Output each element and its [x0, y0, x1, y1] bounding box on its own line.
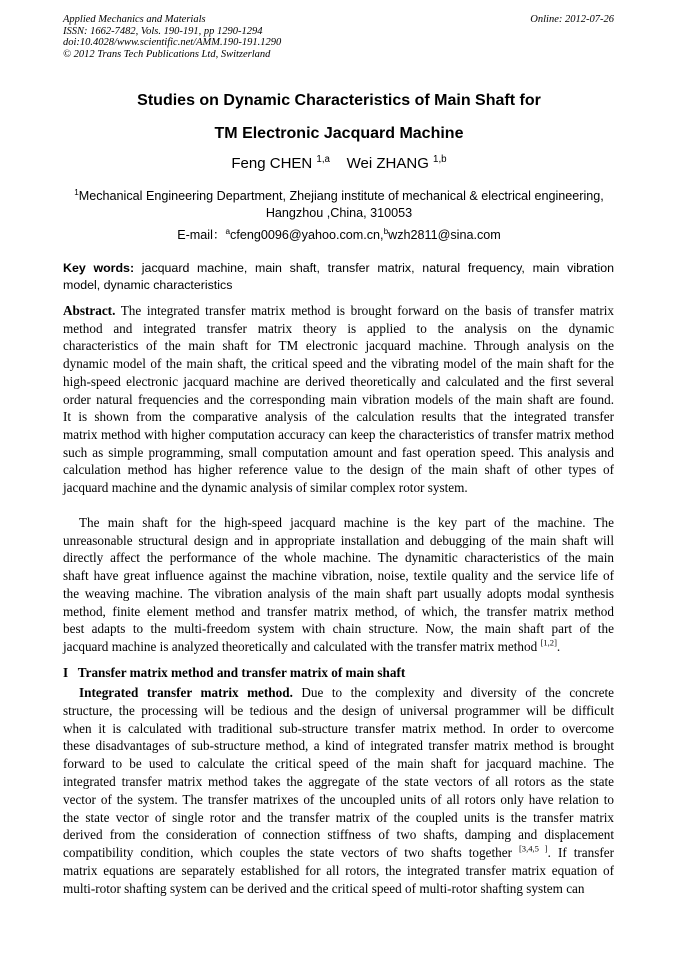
line-text: method, finite element method and transfer matrix method, of which, the transfer matrix method [63, 603, 614, 619]
line-text: unreasonable structural design and in appropriate installation and debugging of the main shaft will [63, 532, 614, 548]
text-line [63, 603, 614, 621]
line-text: directly affect the performance of the whole machine. The dynamitic characteristics of the main [63, 550, 614, 566]
lead-in: Integrated transfer matrix method. [79, 685, 293, 700]
text-line [63, 444, 614, 462]
line-text: The main shaft for the high-speed jacquard machine is the key part of the machine. The [79, 515, 614, 530]
line-text: characteristics of the main shaft for TM electronic jacquard machine. Through analysis on the [63, 338, 614, 354]
authors [0, 155, 678, 172]
line-text: forward to be used to calculate the critical speed of the main shaft for jacquard machine. The [63, 756, 614, 772]
keywords-text: jacquard machine, main shaft, transfer matrix, natural frequency, main vibration [134, 261, 614, 275]
author-affiliation-sup: 1,a [316, 154, 330, 165]
line-text: It is shown from the comparative analysis of the calculation results that the integrated transfer [63, 409, 614, 425]
line-text: such as simple programming, small computation amount and fast operation speed. This analysis and [63, 444, 614, 460]
text-line [63, 479, 614, 497]
line-text: high-speed electronic jacquard machine are derived theoretically and calculated and the first several [63, 373, 614, 389]
affiliation-line-1 [0, 189, 678, 203]
text-line [63, 720, 614, 738]
line-text: jacquard machine is analyzed theoretically and calculated with the transfer matrix method [63, 638, 541, 654]
text-line [63, 320, 614, 338]
line-text: matrix equations are separately established for all rotors, the integrated transfer matrix equation of [63, 863, 614, 878]
line-text: vector of the system. The transfer matrixes of the uncoupled units of all rotors only have relation to [63, 791, 614, 807]
keywords-label: Key words: [63, 261, 135, 275]
text-line [63, 302, 614, 320]
text-line [63, 844, 614, 862]
lead-in: Abstract. [63, 303, 116, 318]
paper-title-line-2: TM Electronic Jacquard Machine [214, 125, 464, 142]
author-name: Feng CHEN [231, 155, 313, 172]
text-line [63, 426, 614, 444]
line-text: the weaving machine. The vibration analysis of the main shaft part usually adopts modal synthesis [63, 585, 614, 601]
text-line [63, 862, 614, 880]
line-text: shaft have great influence against the machine vibration, noise, textile quality and the service life of [63, 568, 614, 584]
text-line [63, 880, 614, 898]
line-text: order natural frequencies and the corresponding main vibration models of the main shaft are found. [63, 391, 614, 407]
line-text: dynamic model of the main shaft, the critical speed and the vibrating model of the main shaft for the [63, 356, 614, 372]
text-line [79, 684, 614, 702]
affiliation-text: Mechanical Engineering Department, Zhejiang institute of mechanical & electrical engineering, [78, 189, 604, 203]
paper-title-line-1: Studies on Dynamic Characteristics of Main Shaft for [137, 92, 541, 109]
text-line [63, 702, 614, 720]
line-text: calculation method has higher reference value to the design of the main shaft of other types of [63, 462, 614, 478]
line-text: structure, the processing will be tedious and the design of universal programmer will be difficult [63, 702, 614, 718]
text-line [63, 773, 614, 791]
journal-name: Applied Mechanics and Materials [63, 14, 206, 25]
text-line [63, 620, 614, 638]
text-line [63, 737, 614, 755]
line-text: . If transfer [547, 845, 615, 861]
line-text: jacquard machine and the dynamic analysis of similar complex rotor system. [63, 480, 468, 495]
email-sup: a [225, 226, 231, 236]
citation[interactable]: [1,2] [540, 637, 557, 648]
text-line [63, 532, 614, 550]
line-text: integrated transfer matrix method takes the aggregate of the state vectors of all rotors as the state [63, 774, 614, 789]
text-line [63, 826, 614, 844]
text-line [63, 791, 614, 809]
text-line [63, 567, 614, 585]
text-line [79, 514, 614, 532]
line-text: the state vector of single rotor and the transfer matrix of the coupled units is the transfer matrix [63, 809, 614, 825]
text-line [63, 585, 614, 603]
keywords-line-1 [63, 260, 614, 277]
email-label: E-mail： [177, 228, 226, 242]
line-text: The integrated transfer matrix method is brought forward on the basis of transfer matrix [115, 303, 614, 318]
affiliation-sup: 1 [74, 187, 79, 197]
text-line [63, 638, 614, 656]
text-line [63, 755, 614, 773]
issn: ISSN: 1662-7482, Vols. 190-191, pp 1290-1294 [63, 25, 263, 37]
email-a[interactable]: cfeng0096@yahoo.com.cn, [230, 228, 384, 242]
author-affiliation-sup: 1,b [433, 154, 447, 165]
line-text: multi-rotor shafting system can be derived and the critical speed of multi-rotor shafting system can [63, 880, 585, 896]
citation[interactable]: [3,4,5 ] [518, 843, 548, 854]
email-b[interactable]: wzh2811@sina.com [388, 228, 501, 242]
line-text: method and integrated transfer matrix theory is applied to the analysis on the dynamic [63, 320, 614, 336]
text-line [63, 809, 614, 827]
online-date: Online: 2012-07-26 [530, 14, 614, 25]
text-line [63, 355, 614, 373]
text-line [63, 408, 614, 426]
email-sup: b [383, 226, 389, 236]
line-text: . [556, 638, 561, 654]
keywords-line-2: model, dynamic characteristics [63, 278, 233, 292]
line-text: best adapts to the multi-freedom system with chain structure. Now, the main shaft part of the [63, 621, 614, 637]
email-line [0, 224, 678, 243]
doi: doi:10.4028/www.scientific.net/AMM.190-191.1290 [63, 37, 282, 48]
text-line [63, 549, 614, 567]
line-text: these disadvantages of sub-structure method, a kind of integrated transfer matrix method is brought [63, 738, 614, 754]
affiliation-line-2: Hangzhou ,China, 310053 [265, 206, 413, 220]
text-line [63, 373, 614, 391]
section-heading: I Transfer matrix method and transfer matrix of main shaft [63, 665, 406, 680]
text-line [63, 337, 614, 355]
line-text: Due to the complexity and diversity of the concrete [292, 685, 614, 700]
line-text: derived from the consideration of connection stiffness of two shafts, damping and displacement [63, 827, 614, 843]
line-text: when it is calculated with traditional sub-structure transfer matrix method. In order to overcome [63, 720, 614, 736]
line-text: compatibility condition, which couples the state vectors of two shafts together [63, 845, 519, 861]
line-text: matrix method with higher computation accuracy can keep the characteristics of transfer matrix method [63, 426, 614, 442]
author-name: Wei ZHANG [346, 155, 429, 172]
copyright: © 2012 Trans Tech Publications Ltd, Switzerland [63, 48, 271, 60]
text-line [63, 391, 614, 409]
text-line [63, 461, 614, 479]
